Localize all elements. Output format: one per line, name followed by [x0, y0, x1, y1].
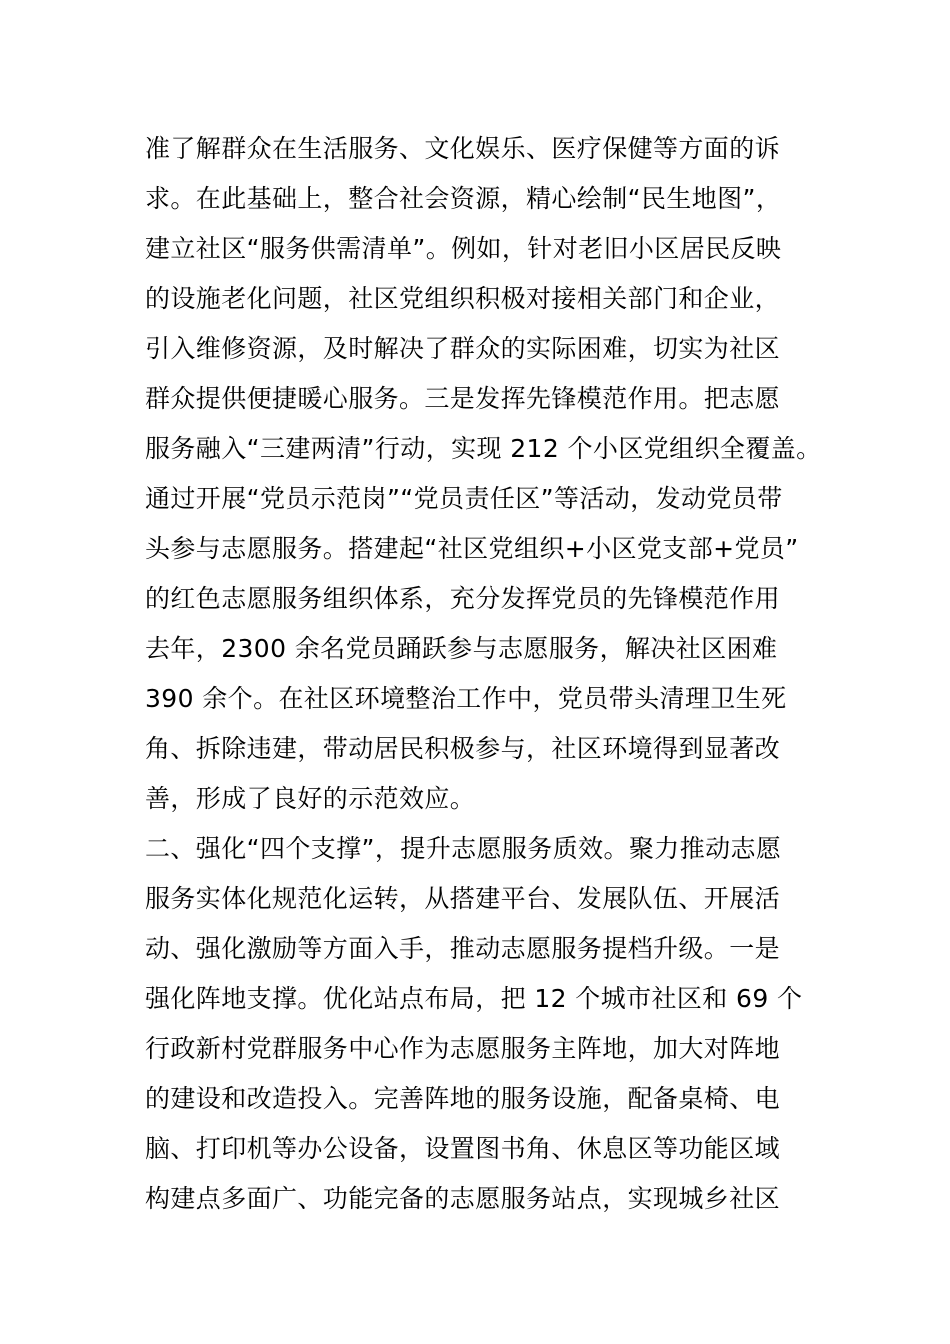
text-line: 通过开展“党员示范岗”“党员责任区”等活动，发动党员带 [145, 484, 783, 513]
text-line: 的设施老化问题，社区党组织积极对接相关部门和企业， [145, 284, 781, 313]
text-line: 引入维修资源，及时解决了群众的实际困难，切实为社区 [145, 334, 781, 363]
body-text [145, 124, 935, 1224]
section-heading-line: 二、强化“四个支撑”，提升志愿服务质效。聚力推动志愿 [145, 834, 782, 863]
text-line: 构建点多面广、功能完备的志愿服务站点，实现城乡社区 [145, 1184, 781, 1213]
text-line: 头参与志愿服务。搭建起“社区党组织+小区党支部+党员” [145, 534, 799, 563]
text-line: 390 余个。在社区环境整治工作中，党员带头清理卫生死 [145, 684, 787, 713]
text-line: 脑、打印机等办公设备，设置图书角、休息区等功能区域 [145, 1134, 781, 1163]
text-line: 的红色志愿服务组织体系，充分发挥党员的先锋模范作用 [145, 584, 781, 613]
text-line: 的建设和改造投入。完善阵地的服务设施，配备桌椅、电 [145, 1084, 781, 1113]
text-line: 服务融入“三建两清”行动，实现 212 个小区党组织全覆盖。 [145, 434, 822, 463]
text-line: 强化阵地支撑。优化站点布局，把 12 个城市社区和 69 个 [145, 984, 803, 1013]
text-line: 角、拆除违建，带动居民积极参与，社区环境得到显著改 [145, 734, 781, 763]
text-line: 群众提供便捷暖心服务。三是发挥先锋模范作用。把志愿 [145, 384, 781, 413]
text-line: 服务实体化规范化运转，从搭建平台、发展队伍、开展活 [145, 884, 781, 913]
text-line: 建立社区“服务供需清单”。例如，针对老旧小区居民反映 [145, 234, 782, 263]
text-line: 动、强化激励等方面入手，推动志愿服务提档升级。一是 [145, 934, 781, 963]
text-line: 准了解群众在生活服务、文化娱乐、医疗保健等方面的诉 [145, 134, 781, 163]
text-line: 去年，2300 余名党员踊跃参与志愿服务，解决社区困难 [145, 634, 778, 663]
text-line: 善，形成了良好的示范效应。 [145, 784, 476, 813]
text-line: 求。在此基础上，整合社会资源，精心绘制“民生地图”， [145, 184, 782, 213]
text-line: 行政新村党群服务中心作为志愿服务主阵地，加大对阵地 [145, 1034, 781, 1063]
